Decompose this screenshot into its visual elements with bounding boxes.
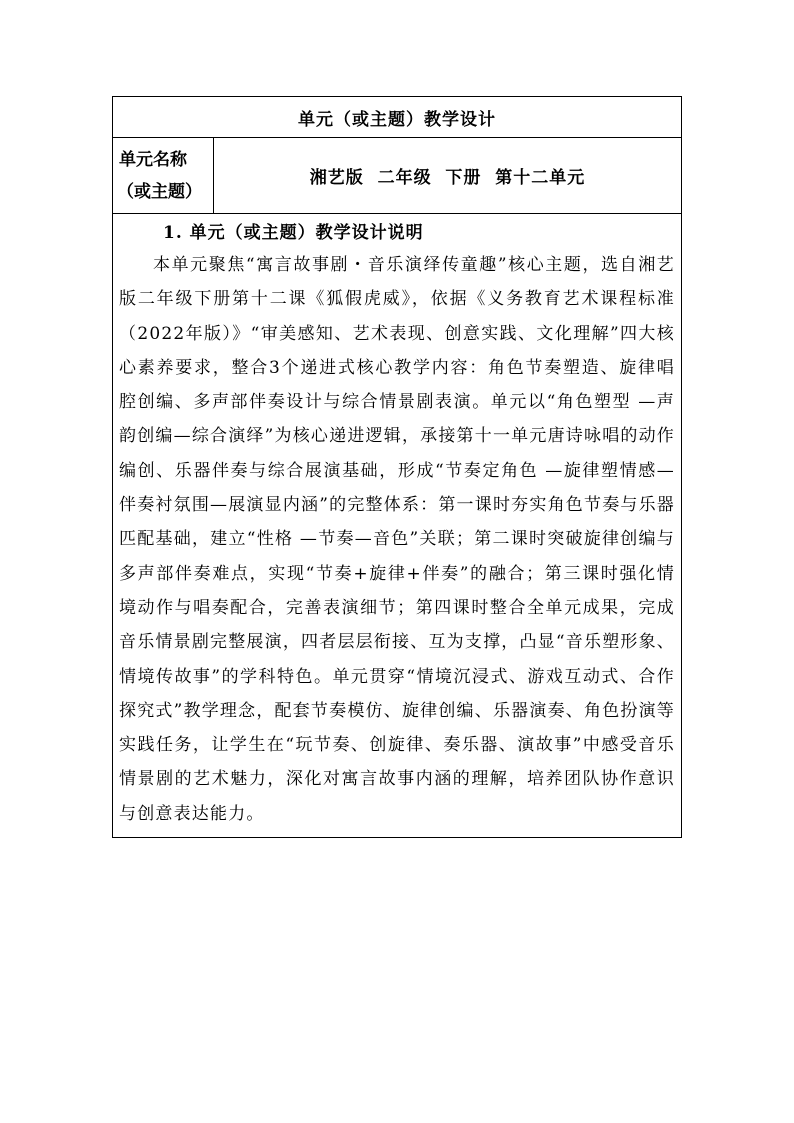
unit-design-table — [112, 96, 682, 838]
section-heading: 1. 单元（或主题）教学设计说明 — [163, 223, 424, 243]
unit-name-label-line2: （或主题） — [117, 181, 202, 202]
table-title — [113, 97, 681, 138]
unit-name-label — [113, 138, 214, 213]
unit-name-label-line1: 单元名称 — [119, 149, 187, 170]
unit-name-value — [214, 138, 681, 213]
unit-name-value-text: 湘艺版 二年级 下册 第十二单元 — [309, 168, 586, 188]
section-paragraph: 本单元聚焦“寓言故事剧・音乐演绎传童趣”核心主题，选自湘艺版二年级下册第十二课《狐假虎威》，依据《义务教育艺术课程标准（2022年版）》“审美感知、艺术表现、创意实践、文化理解”四大核心素养要求，整合3个递进式核心教学内容：角色节奏塑造、旋律唱腔创编、多声部伴奏设计与综合情景剧表演。单元以“角色塑型 —声韵创编—综合演绎”为核心递进逻辑，承接第十一单元唐诗咏唱的动作编创、乐器伴奏与综合展演基础，形成“节奏定角色 —旋律塑情感—伴奏衬氛围—展演显内涵”的完整体系：第一课时夯实角色节奏与乐器匹配基础，建立“性格 —节奏—音色”关联；第二课时突破旋律创编与多声部伴奏难点，实现“节奏+旋律+伴奏”的融合；第三课时强化情境动作与唱奏配合，完善表演细节；第四课时整合全单元成果，完成音乐情景剧完整展演，四者层层衔接、互为支撑，凸显“音乐塑形象、情境传故事”的学科特色。单元贯穿“情境沉浸式、游戏互动式、合作探究式”教学理念，配套节奏模仿、旋律创编、乐器演奏、角色扮演等实践任务，让学生在“玩节奏、创旋律、奏乐器、演故事”中感受音乐情景剧的艺术魅力，深化对寓言故事内涵的理解，培养团队协作意识与创意表达能力。 — [119, 255, 675, 824]
unit-name-row — [113, 138, 681, 214]
design-description-cell — [113, 214, 681, 837]
table-title-text: 单元（或主题）教学设计 — [298, 109, 496, 130]
